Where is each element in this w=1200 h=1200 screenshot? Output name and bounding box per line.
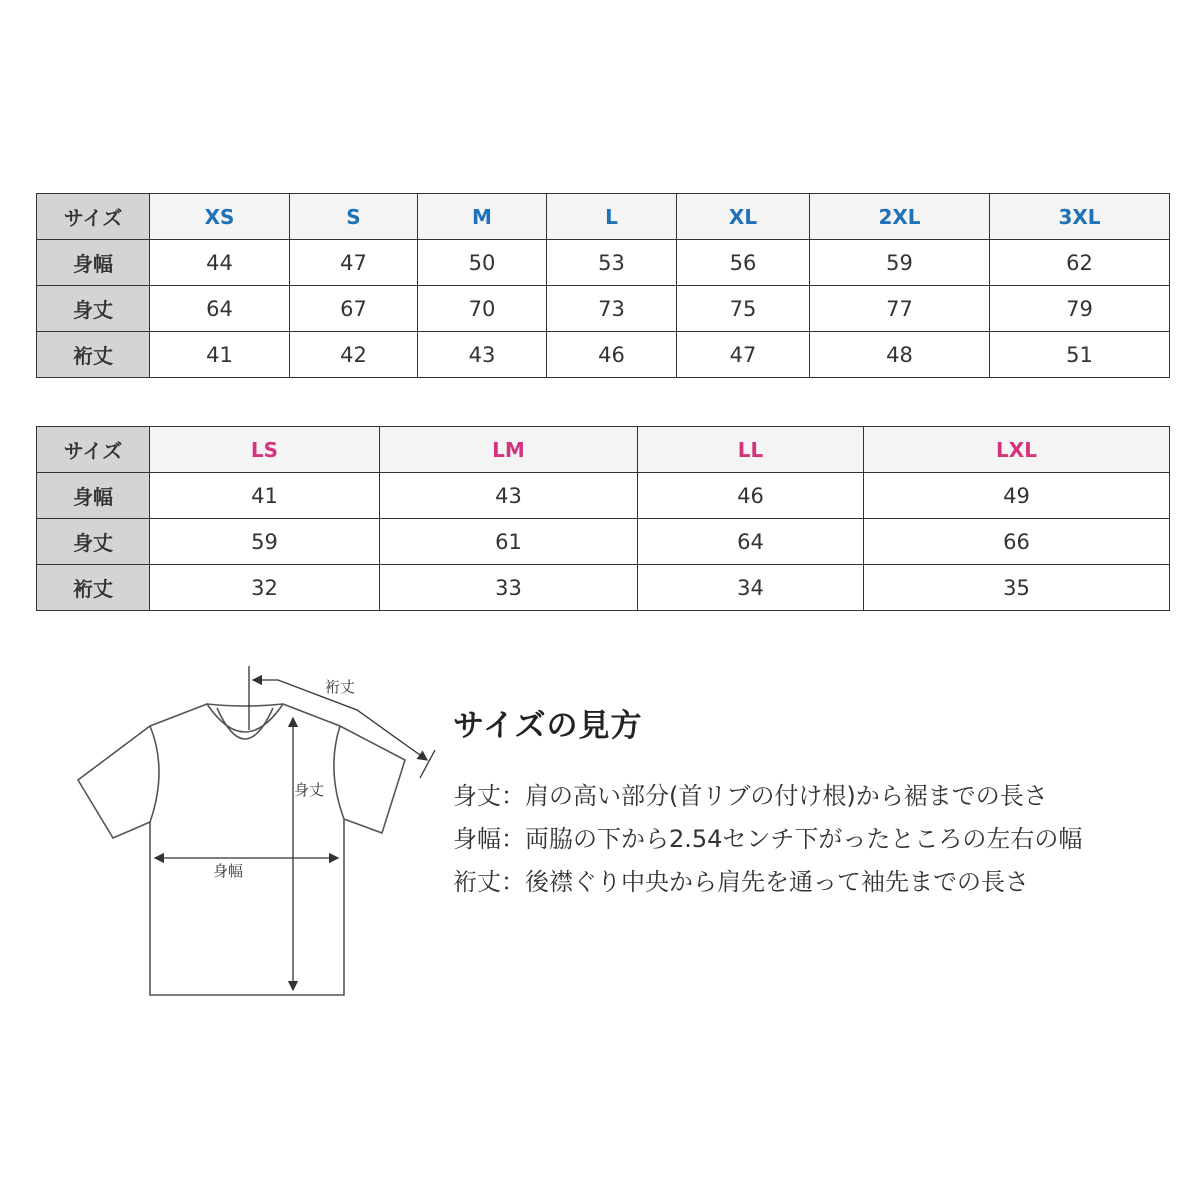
- size-table-ladies: [36, 426, 1170, 611]
- tshirt-outline-icon: [78, 704, 405, 995]
- cell: 35: [864, 565, 1170, 611]
- size-header: LM: [380, 427, 638, 473]
- cell: 43: [380, 473, 638, 519]
- cell: 43: [418, 332, 547, 378]
- cell: 33: [380, 565, 638, 611]
- cell: 47: [677, 332, 810, 378]
- cell: 46: [638, 473, 864, 519]
- size-guide-title: サイズの見方: [453, 708, 643, 744]
- size-header: 3XL: [990, 194, 1170, 240]
- table-row: [37, 473, 1170, 519]
- cell: 49: [864, 473, 1170, 519]
- guide-line-width: 身幅：両脇の下から2.54センチ下がったところの左右の幅: [453, 825, 1083, 853]
- size-table-unisex: [36, 193, 1170, 378]
- cell: 50: [418, 240, 547, 286]
- cell: 46: [547, 332, 677, 378]
- table-row: [37, 332, 1170, 378]
- cell: 51: [990, 332, 1170, 378]
- size-header: XS: [150, 194, 290, 240]
- row-label: 裄丈: [37, 332, 150, 378]
- row-label: 身幅: [37, 473, 150, 519]
- cell: 61: [380, 519, 638, 565]
- cell: 73: [547, 286, 677, 332]
- row-label: 身幅: [37, 240, 150, 286]
- guide-line-sleeve: 裄丈：後襟ぐり中央から肩先を通って袖先までの長さ: [453, 868, 1029, 896]
- corner-label: サイズ: [37, 194, 150, 240]
- header-row: [37, 194, 1170, 240]
- cell: 34: [638, 565, 864, 611]
- cell: 32: [150, 565, 380, 611]
- cell: 42: [290, 332, 418, 378]
- cell: 62: [990, 240, 1170, 286]
- cell: 59: [810, 240, 990, 286]
- cell: 47: [290, 240, 418, 286]
- size-header: XL: [677, 194, 810, 240]
- size-header: 2XL: [810, 194, 990, 240]
- row-label: 身丈: [37, 286, 150, 332]
- cell: 44: [150, 240, 290, 286]
- cell: 75: [677, 286, 810, 332]
- row-label: 身丈: [37, 519, 150, 565]
- size-header: M: [418, 194, 547, 240]
- header-row: [37, 427, 1170, 473]
- guide-line-length: 身丈：肩の高い部分(首リブの付け根)から裾までの長さ: [453, 782, 1048, 810]
- tshirt-diagram: [60, 650, 460, 1010]
- table-row: [37, 240, 1170, 286]
- size-header: L: [547, 194, 677, 240]
- cell: 64: [150, 286, 290, 332]
- cell: 56: [677, 240, 810, 286]
- label-width: 身幅: [213, 862, 244, 880]
- label-sleeve: 裄丈: [325, 678, 356, 696]
- table-row: [37, 286, 1170, 332]
- cell: 41: [150, 473, 380, 519]
- cell: 41: [150, 332, 290, 378]
- size-header: LL: [638, 427, 864, 473]
- label-length: 身丈: [294, 781, 325, 799]
- table-row: [37, 565, 1170, 611]
- cell: 48: [810, 332, 990, 378]
- cell: 66: [864, 519, 1170, 565]
- row-label: 裄丈: [37, 565, 150, 611]
- cell: 70: [418, 286, 547, 332]
- size-header: S: [290, 194, 418, 240]
- table-row: [37, 519, 1170, 565]
- cell: 59: [150, 519, 380, 565]
- cell: 77: [810, 286, 990, 332]
- cell: 64: [638, 519, 864, 565]
- size-guide: [453, 700, 1082, 904]
- cell: 67: [290, 286, 418, 332]
- size-header: LS: [150, 427, 380, 473]
- cell: 79: [990, 286, 1170, 332]
- corner-label: サイズ: [37, 427, 150, 473]
- size-header: LXL: [864, 427, 1170, 473]
- cell: 53: [547, 240, 677, 286]
